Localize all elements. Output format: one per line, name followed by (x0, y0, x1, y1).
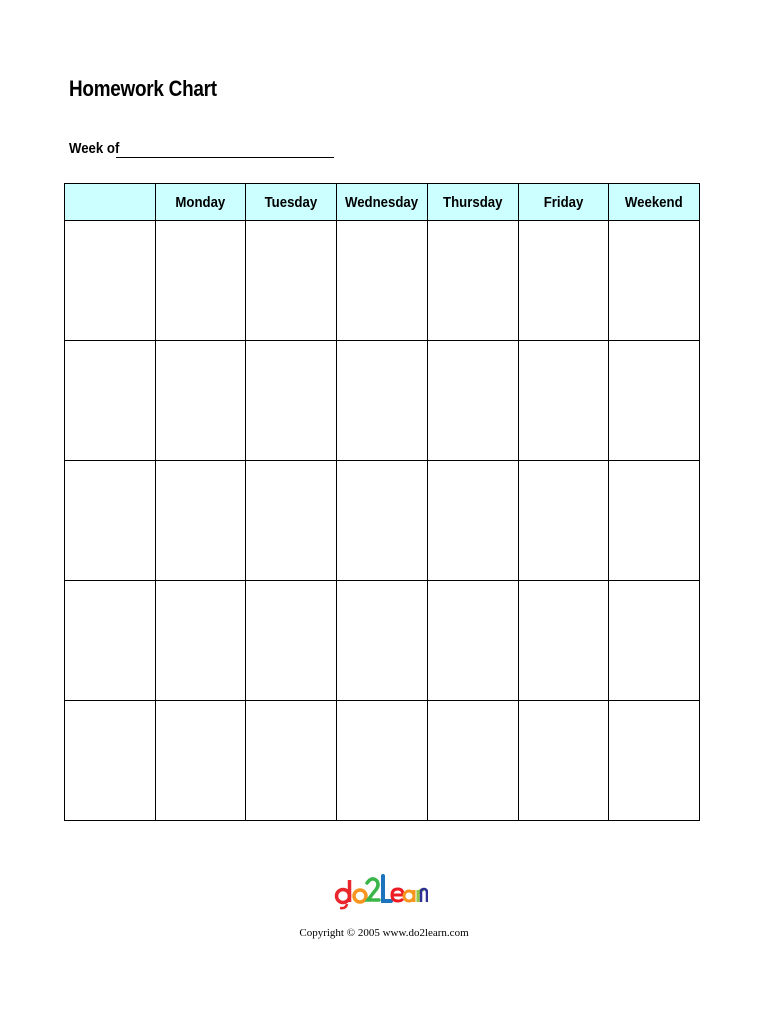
header-monday: Monday (155, 184, 246, 221)
logo-letter-2 (367, 879, 379, 900)
homework-cell[interactable] (155, 221, 246, 341)
homework-cell[interactable] (246, 581, 337, 701)
logo-letter-e (392, 889, 403, 901)
homework-cell[interactable] (337, 221, 428, 341)
subject-cell[interactable] (65, 701, 156, 821)
homework-cell[interactable] (427, 581, 518, 701)
homework-cell[interactable] (246, 221, 337, 341)
header-thursday: Thursday (427, 184, 518, 221)
homework-cell[interactable] (427, 701, 518, 821)
subject-cell[interactable] (65, 341, 156, 461)
homework-cell[interactable] (518, 221, 609, 341)
table-row (65, 461, 700, 581)
homework-cell[interactable] (427, 221, 518, 341)
homework-cell[interactable] (609, 221, 700, 341)
table-row (65, 581, 700, 701)
subject-cell[interactable] (65, 581, 156, 701)
header-wednesday: Wednesday (337, 184, 428, 221)
table-row (65, 221, 700, 341)
homework-cell[interactable] (609, 581, 700, 701)
homework-cell[interactable] (427, 341, 518, 461)
header-row (65, 184, 700, 221)
week-of-field[interactable] (116, 157, 334, 158)
homework-cell[interactable] (337, 701, 428, 821)
logo-letter-d (337, 880, 350, 908)
homework-cell[interactable] (609, 701, 700, 821)
header-tuesday: Tuesday (246, 184, 337, 221)
logo-letter-a (404, 890, 414, 902)
header-friday: Friday (518, 184, 609, 221)
homework-cell[interactable] (427, 461, 518, 581)
subject-cell[interactable] (65, 221, 156, 341)
table-row (65, 341, 700, 461)
subject-cell[interactable] (65, 461, 156, 581)
homework-cell[interactable] (337, 341, 428, 461)
header-weekend: Weekend (609, 184, 700, 221)
homework-cell[interactable] (518, 341, 609, 461)
table-row (65, 701, 700, 821)
homework-cell[interactable] (609, 461, 700, 581)
copyright-text: Copyright © 2005 www.do2learn.com (299, 927, 469, 939)
homework-cell[interactable] (246, 701, 337, 821)
homework-cell[interactable] (518, 581, 609, 701)
logo-letter-n (421, 889, 427, 902)
homework-cell[interactable] (246, 341, 337, 461)
page-title: Homework Chart (69, 76, 217, 101)
homework-cell[interactable] (337, 581, 428, 701)
corner-cell (65, 184, 156, 221)
logo-letter-L (383, 876, 391, 901)
homework-cell[interactable] (337, 461, 428, 581)
homework-cell[interactable] (609, 341, 700, 461)
homework-cell[interactable] (155, 701, 246, 821)
homework-cell[interactable] (246, 461, 337, 581)
logo-letter-o (354, 890, 366, 902)
do2learn-logo (334, 866, 428, 910)
homework-cell[interactable] (518, 701, 609, 821)
week-of-label: Week of (69, 140, 120, 157)
homework-cell[interactable] (518, 461, 609, 581)
homework-cell[interactable] (155, 461, 246, 581)
homework-cell[interactable] (155, 341, 246, 461)
homework-cell[interactable] (155, 581, 246, 701)
homework-table (64, 183, 700, 821)
